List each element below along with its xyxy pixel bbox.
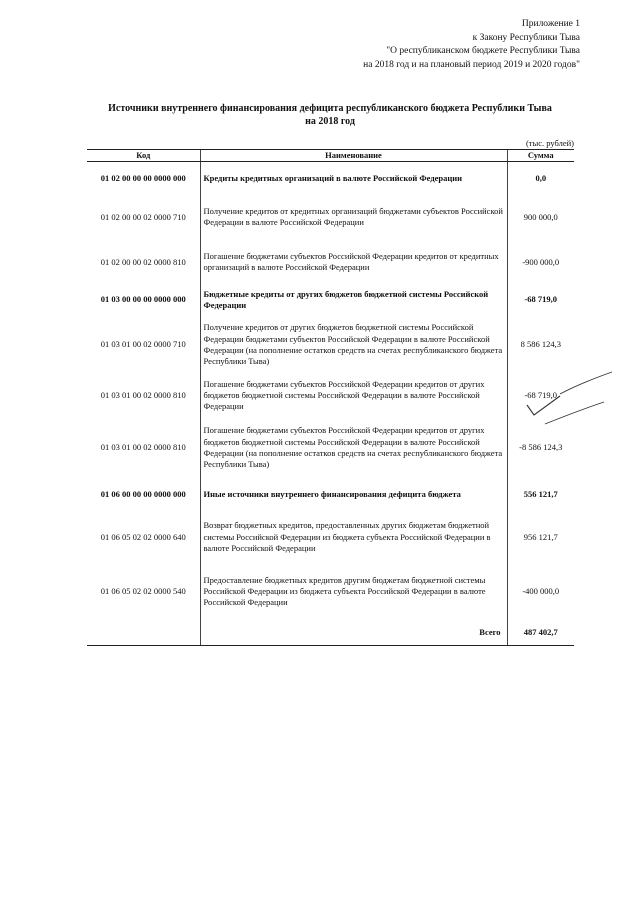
row-name: Получение кредитов от других бюджетов бюджетной системы Российской Федерации бюджетами субъектов Российской Федерации в валюте Российской Федерации (на пополнение остатков средств на счетах республиканского бюджета Республики Тыва): [200, 315, 507, 375]
row-code: 01 02 00 00 02 0000 810: [100, 256, 186, 267]
row-sum: 900 000,0: [507, 195, 574, 240]
table-row: [87, 285, 574, 315]
title-line: на 2018 год: [305, 116, 355, 127]
table-row: [87, 479, 574, 511]
table-header-row: [87, 150, 574, 162]
row-sum: 8 586 124,3: [507, 315, 574, 375]
table-row: [87, 315, 574, 375]
row-code: 01 03 01 00 02 0000 810: [100, 390, 186, 401]
appendix-header: [363, 18, 580, 72]
row-code: 01 02 00 00 00 0000 000: [100, 172, 186, 183]
header-name: Наименование: [200, 150, 507, 162]
row-name: Бюджетные кредиты от других бюджетов бюджетной системы Российской Федерации: [200, 285, 507, 315]
row-name: Погашение бюджетами субъектов Российской Федерации кредитов от других бюджетов бюджетной системы Российской Федерации в валюте Российской Федерации (на пополнение остатков средств на счетах республиканского бюджета Республики Тыва): [200, 417, 507, 479]
units-label: (тыс. рублей): [525, 138, 574, 148]
total-code-empty: [87, 620, 200, 646]
row-sum: -68 719,0: [507, 285, 574, 315]
row-sum: -68 719,0: [507, 375, 574, 417]
row-code: 01 03 01 00 02 0000 810: [100, 442, 186, 453]
row-name: Погашение бюджетами субъектов Российской Федерации кредитов от кредитных организаций в валюте Российской Федерации: [200, 240, 507, 285]
row-code: 01 03 01 00 02 0000 710: [100, 339, 186, 350]
financing-sources-table: [87, 149, 574, 646]
row-name: Погашение бюджетами субъектов Российской Федерации кредитов от других бюджетов бюджетной системы Российской Федерации в валюте Российской Федерации: [200, 375, 507, 417]
row-code: 01 02 00 00 02 0000 710: [100, 211, 186, 222]
appendix-line: Приложение 1: [521, 19, 580, 29]
row-name: Кредиты кредитных организаций в валюте Российской Федерации: [200, 162, 507, 195]
appendix-line: на 2018 год и на плановый период 2019 и 2020 годов": [363, 59, 580, 70]
row-code: 01 06 05 02 02 0000 540: [100, 586, 186, 597]
total-sum: 487 402,7: [507, 620, 574, 646]
table-row: [87, 162, 574, 195]
table-row: [87, 375, 574, 417]
row-name: Предоставление бюджетных кредитов другим бюджетам бюджетной системы Российской Федерации из бюджета субъекта Российской Федерации в валюте Российской Федерации: [200, 564, 507, 620]
table-row: [87, 417, 574, 479]
appendix-line: "О республиканском бюджете Республики Тыва: [386, 46, 580, 56]
row-name: Получение кредитов от кредитных организаций бюджетами субъектов Российской Федерации в валюте Российской Федерации: [200, 195, 507, 240]
row-sum: 956 121,7: [507, 511, 574, 564]
row-sum: -900 000,0: [507, 240, 574, 285]
row-name: Возврат бюджетных кредитов, предоставленных других бюджетам бюджетной системы Российской Федерации из бюджета субъекта Российской Федерации в валюте Российской Федерации: [200, 511, 507, 564]
table-row: [87, 511, 574, 564]
row-sum: -400 000,0: [507, 564, 574, 620]
table-row: [87, 564, 574, 620]
header-sum: Сумма: [507, 150, 574, 162]
title-line: Источники внутреннего финансирования дефицита республиканского бюджета Республики Тыва: [108, 103, 552, 114]
row-code: 01 03 00 00 00 0000 000: [100, 294, 186, 305]
header-code: Код: [87, 150, 200, 162]
table-total-row: [87, 620, 574, 646]
row-code: 01 06 00 00 00 0000 000: [100, 489, 186, 500]
table-row: [87, 195, 574, 240]
row-name: Иные источники внутреннего финансирования дефицита бюджета: [200, 479, 507, 511]
row-sum: 0,0: [507, 162, 574, 195]
document-title: [70, 102, 590, 128]
table-row: [87, 240, 574, 285]
row-sum: -8 586 124,3: [507, 417, 574, 479]
row-sum: 556 121,7: [507, 479, 574, 511]
appendix-line: к Закону Республики Тыва: [472, 32, 580, 43]
total-label: Всего: [200, 620, 507, 646]
row-code: 01 06 05 02 02 0000 640: [100, 531, 186, 542]
